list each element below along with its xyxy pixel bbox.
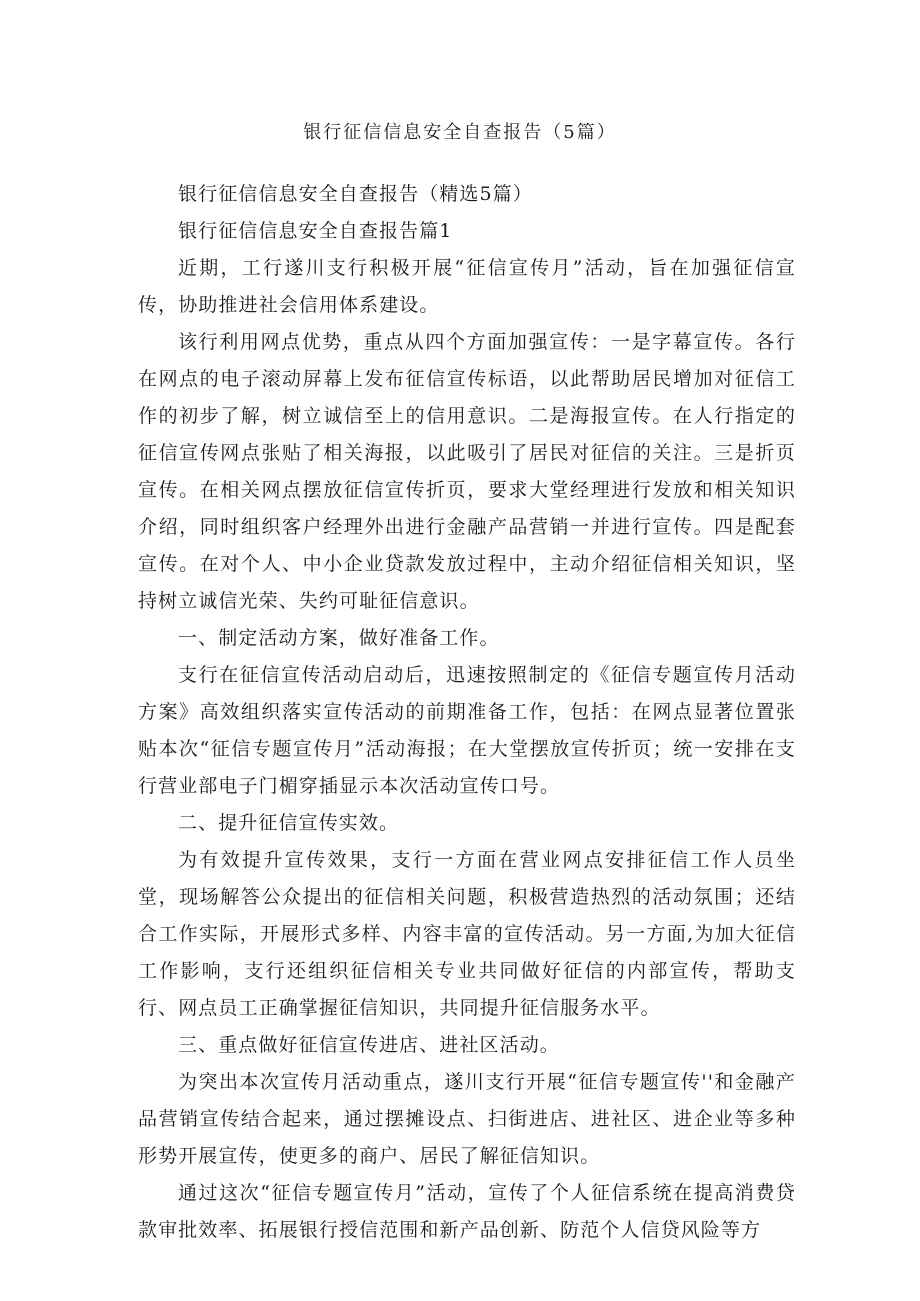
subtitle-paragraph: 银行征信信息安全自查报告（精选5篇） <box>178 183 533 205</box>
body-paragraph: 为有效提升宣传效果，支行一方面在营业网点安排征信工作人员坐堂，现场解答公众提出的征信相关问题，积极营造热烈的活动氛围；还结合工作实际，开展形式多样、内容丰富的宣传活动。另一方面,为加大征信工作影响，支行还组织征信相关专业共同做好征信的内部宣传，帮助支行、网点员工正确掌握征信知识，共同提升征信服务水平。 <box>138 849 796 1019</box>
document-body <box>138 176 796 1249</box>
body-paragraph: 通过这次“征信专题宣传月”活动，宣传了个人征信系统在提高消费贷款审批效率、拓展银行授信范围和新产品创新、防范个人信贷风险等方 <box>138 1182 796 1241</box>
body-paragraph: 为突出本次宣传月活动重点，遂川支行开展“征信专题宣传''和金融产品营销宣传结合起来，通过摆摊设点、扫街进店、进社区、进企业等多种形势开展宣传，使更多的商户、居民了解征信知识。 <box>138 1071 796 1167</box>
section-heading: 银行征信信息安全自查报告篇1 <box>178 220 453 242</box>
subsection-heading: 三、重点做好征信宣传进店、进社区活动。 <box>178 1034 560 1056</box>
document-title: 银行征信信息安全自查报告（5篇） <box>303 122 617 143</box>
subsection-heading: 一、制定活动方案，做好准备工作。 <box>178 627 500 649</box>
body-paragraph: 该行利用网点优势，重点从四个方面加强宣传：一是字幕宣传。各行在网点的电子滚动屏幕上发布征信宣传标语，以此帮助居民增加对征信工作的初步了解，树立诚信至上的信用意识。二是海报宣传。在人行指定的征信宣传网点张贴了相关海报，以此吸引了居民对征信的关注。三是折页宣传。在相关网点摆放征信宣传折页，要求大堂经理进行发放和相关知识介绍，同时组织客户经理外出进行金融产品营销一并进行宣传。四是配套宣传。在对个人、中小企业贷款发放过程中，主动介绍征信相关知识，坚持树立诚信光荣、失约可耻征信意识。 <box>138 331 796 612</box>
body-paragraph: 近期，工行遂川支行积极开展“征信宣传月”活动，旨在加强征信宣传，协助推进社会信用体系建设。 <box>138 257 796 316</box>
subsection-heading: 二、提升征信宣传实效。 <box>178 812 400 834</box>
body-paragraph: 支行在征信宣传活动启动后，迅速按照制定的《征信专题宣传月活动方案》高效组织落实宣传活动的前期准备工作，包括：在网点显著位置张贴本次“征信专题宣传月”活动海报；在大堂摆放宣传折页；统一安排在支行营业部电子门楣穿插显示本次活动宣传口号。 <box>138 664 796 797</box>
